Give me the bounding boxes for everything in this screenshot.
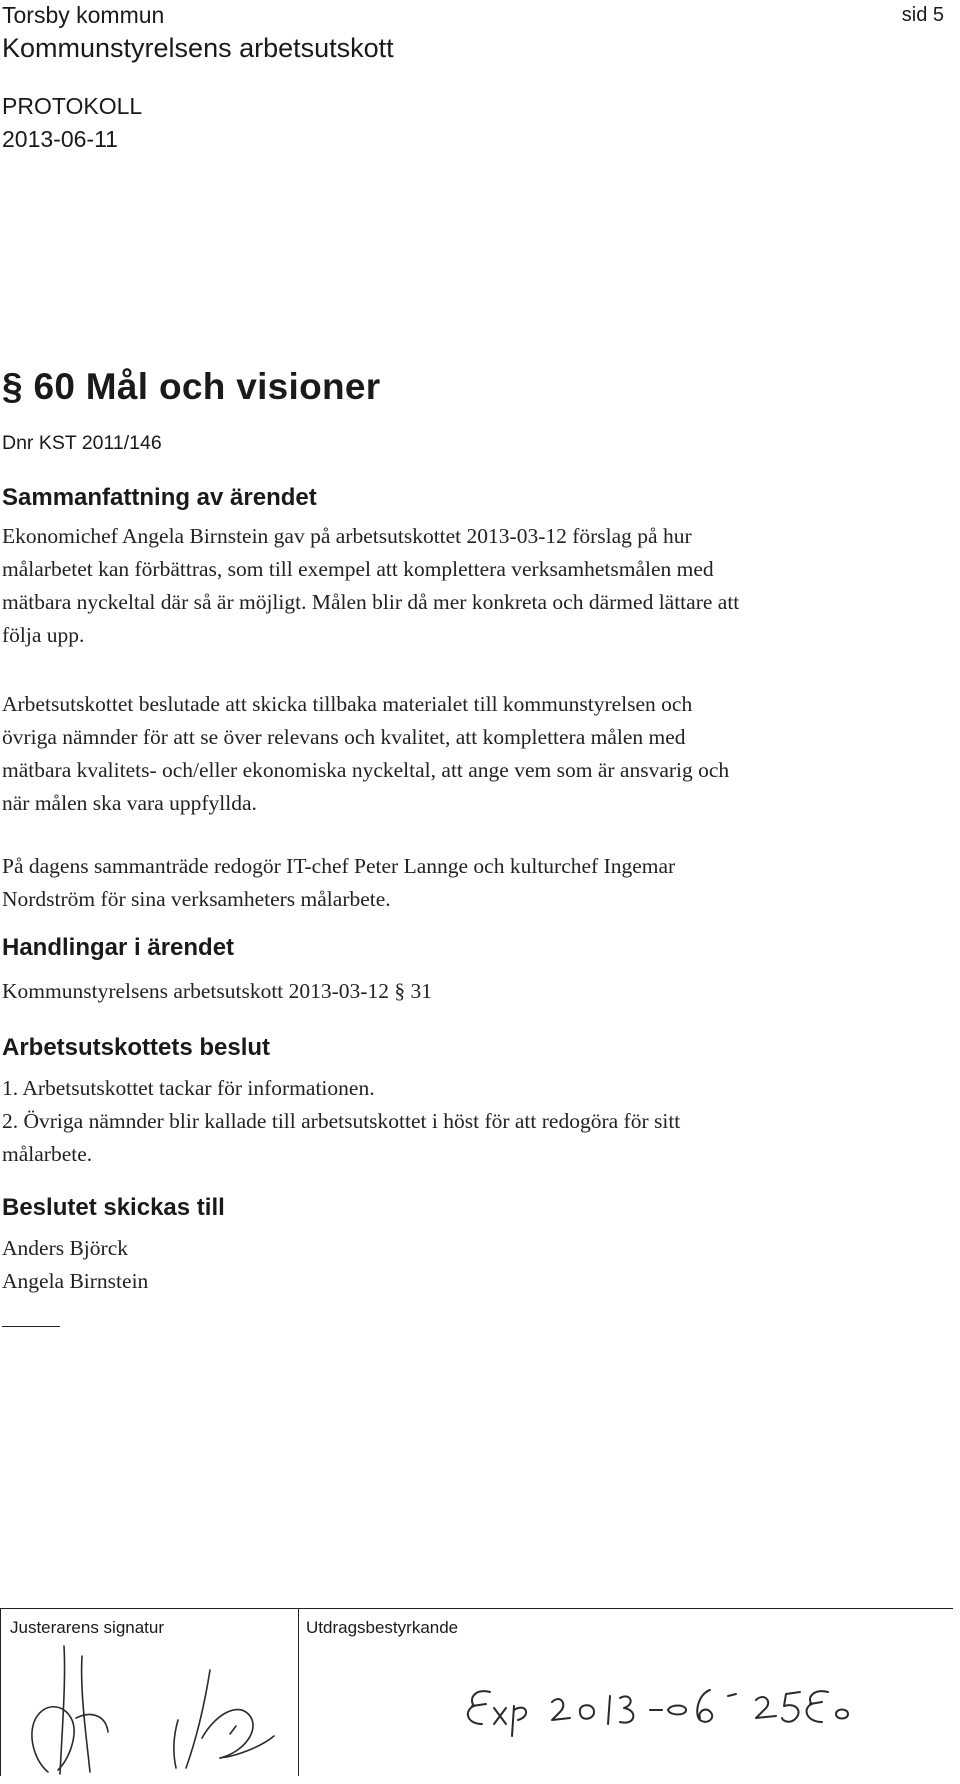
page-number: sid 5 xyxy=(901,4,944,26)
recipient-name: Anders Björck xyxy=(2,1236,128,1260)
table-divider xyxy=(298,1608,299,1776)
recipients-heading: Beslutet skickas till xyxy=(2,1194,225,1221)
signature-label: Justerarens signatur xyxy=(10,1618,165,1637)
text-line: målarbetet kan förbättras, som till exempel att komplettera verksamhetsmålen med xyxy=(2,557,714,581)
signature-table xyxy=(0,1608,953,1776)
text-line: På dagens sammanträde redogör IT-chef Peter Lannge och kulturchef Ingemar xyxy=(2,854,676,878)
text-line: mätbara nyckeltal där så är möjligt. Målen blir då mer konkreta och därmed lättare att xyxy=(2,590,740,614)
decision-item: målarbete. xyxy=(2,1142,93,1166)
handwritten-signatures xyxy=(6,1622,294,1776)
table-top-line xyxy=(0,1608,953,1609)
committee-name: Kommunstyrelsens arbetsutskott xyxy=(2,33,394,63)
text-line: övriga nämnder för att se över relevans och kvalitet, att komplettera målen med xyxy=(2,725,686,749)
summary-paragraph-3 xyxy=(2,850,942,916)
decision-item: 2. Övriga nämnder blir kallade till arbetsutskottet i höst för att redogöra för sitt xyxy=(2,1109,681,1133)
text-line: Ekonomichef Angela Birnstein gav på arbetsutskottet 2013-03-12 förslag på hur xyxy=(2,524,692,548)
text-line: följa upp. xyxy=(2,623,85,647)
recipient-name: Angela Birnstein xyxy=(2,1269,149,1293)
text-line: Nordström för sina verksamheters målarbete. xyxy=(2,887,391,911)
decision-heading: Arbetsutskottets beslut xyxy=(2,1034,271,1061)
handwritten-note xyxy=(460,1664,930,1754)
documents-heading: Handlingar i ärendet xyxy=(2,934,235,961)
summary-paragraph-2 xyxy=(2,688,942,820)
text-line: Arbetsutskottet beslutade att skicka tillbaka materialet till kommunstyrelsen och xyxy=(2,692,693,716)
text-line: mätbara kvalitets- och/eller ekonomiska nyckeltal, att ange vem som är ansvarig och xyxy=(2,758,730,782)
document-type: PROTOKOLL xyxy=(2,93,143,119)
documents-item: Kommunstyrelsens arbetsutskott 2013-03-12 § 31 xyxy=(2,979,432,1003)
diary-number: Dnr KST 2011/146 xyxy=(2,432,162,454)
recipients-list xyxy=(2,1232,148,1298)
summary-paragraph-1 xyxy=(2,520,942,652)
municipality-name: Torsby kommun xyxy=(2,2,165,28)
decision-item: 1. Arbetsutskottet tackar för informationen. xyxy=(2,1076,375,1100)
certificate-label: Utdragsbestyrkande xyxy=(306,1618,459,1637)
decision-list xyxy=(2,1072,942,1171)
meeting-date: 2013-06-11 xyxy=(2,126,118,152)
text-line: när målen ska vara uppfyllda. xyxy=(2,791,257,815)
summary-heading: Sammanfattning av ärendet xyxy=(2,484,317,511)
section-title: § 60 Mål och visioner xyxy=(2,366,381,407)
table-left-line xyxy=(0,1608,1,1776)
end-rule xyxy=(2,1326,60,1327)
